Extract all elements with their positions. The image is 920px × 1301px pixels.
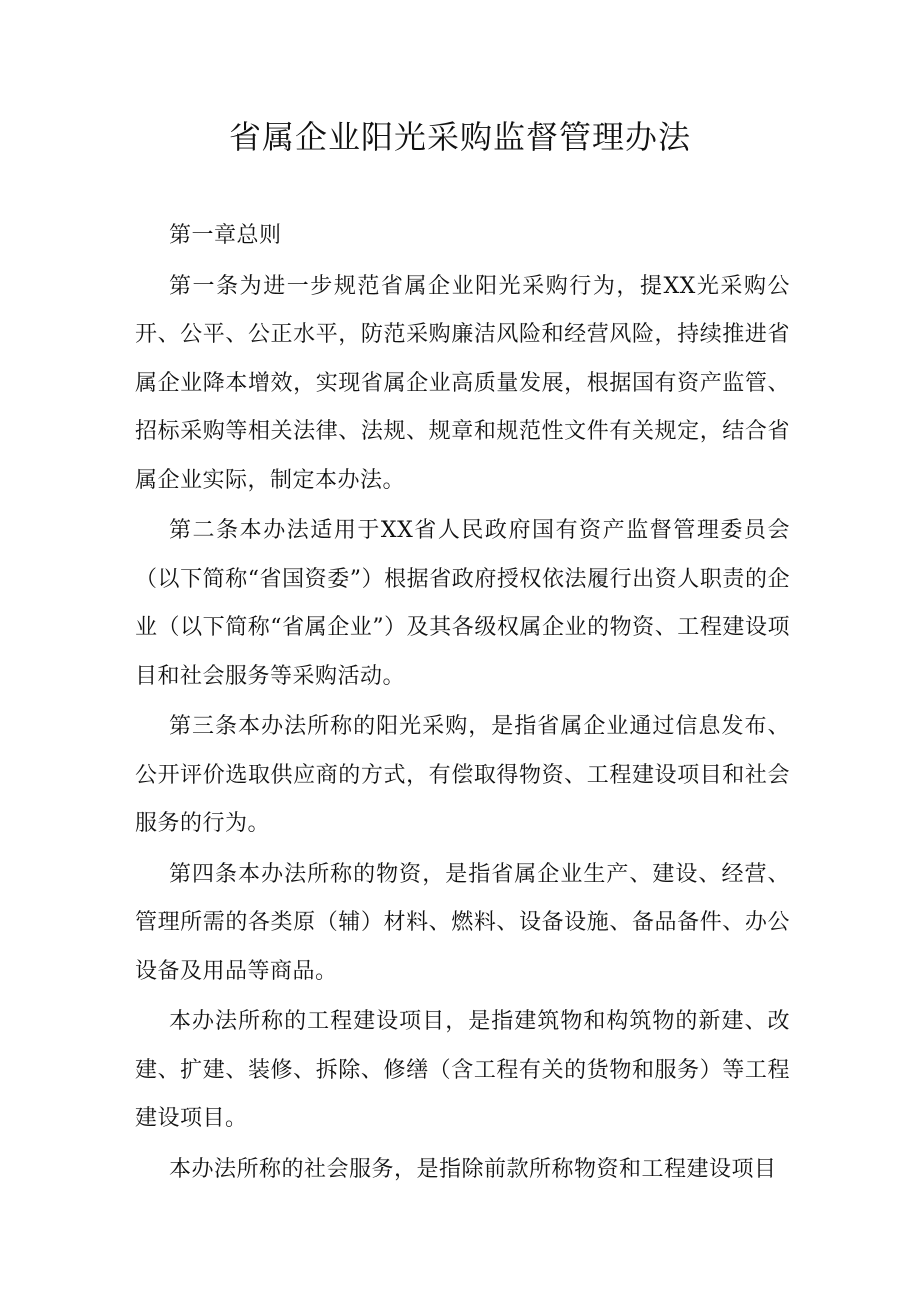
document-title: 省属企业阳光采购监督管理办法: [228, 118, 691, 156]
social-services-paragraph: 本办法所称的社会服务，是指除前款所称物资和工程建设项目: [169, 1156, 777, 1182]
engineering-projects-paragraph: 本办法所称的工程建设项目，是指建筑物和构筑物的新建、改建、扩建、装修、拆除、修缮（含工程有关的货物和服务）等工程建设项目。: [135, 1009, 790, 1131]
article-2-paragraph: 第二条本办法适用于XX省人民政府国有资产监督管理委员会（以下简称“省国资委”）根据省政府授权依法履行出资人职责的企业（以下简称“省属企业”）及其各级权属企业的物资、工程建设项目和社会服务等采购活动。: [135, 518, 790, 689]
article-4-paragraph: 第四条本办法所称的物资，是指省属企业生产、建设、经营、管理所需的各类原（辅）材料、燃料、设备设施、备品备件、办公设备及用品等商品。: [135, 861, 790, 984]
chapter-heading: 第一章总则: [169, 223, 282, 248]
article-3-paragraph: 第三条本办法所称的阳光采购，是指省属企业通过信息发布、公开评价选取供应商的方式，有偿取得物资、工程建设项目和社会服务的行为。: [135, 714, 790, 836]
article-1-paragraph: 第一条为进一步规范省属企业阳光采购行为，提XX光采购公开、公平、公正水平，防范采购廉洁风险和经营风险，持续推进省属企业降本增效，实现省属企业高质量发展，根据国有资产监管、招标采购等相关法律、法规、规章和规范性文件有关规定，结合省属企业实际，制定本办法。: [135, 273, 790, 493]
document-body: [135, 212, 790, 1196]
